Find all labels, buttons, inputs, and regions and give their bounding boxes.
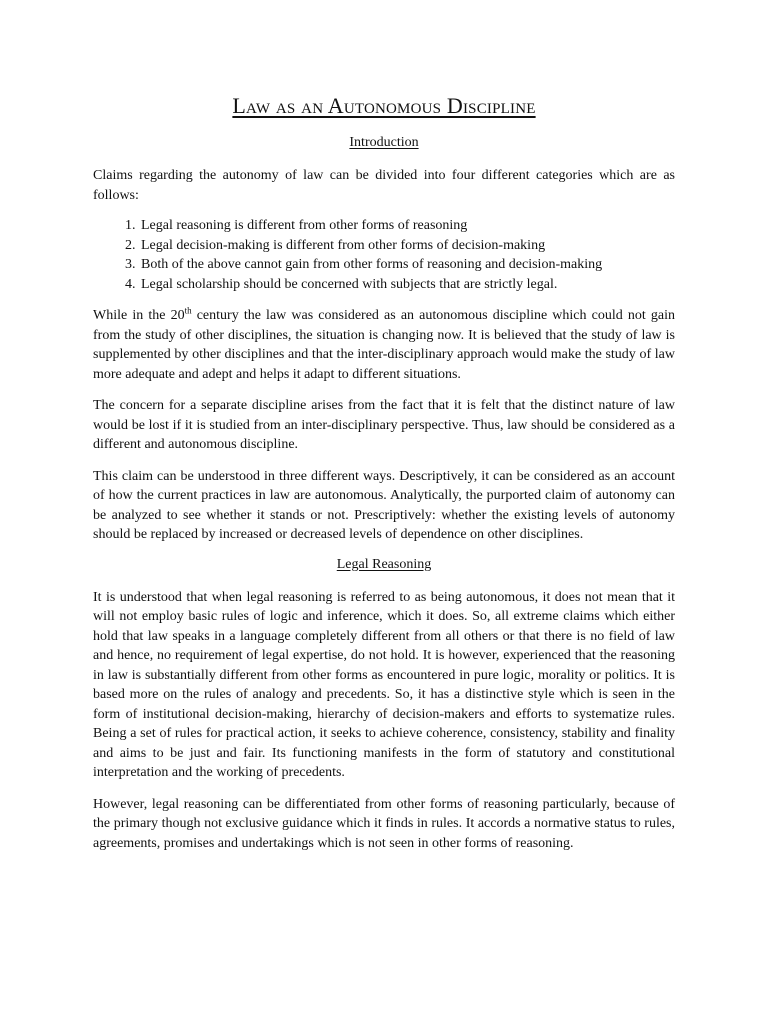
list-item: 1. Legal reasoning is different from other forms of reasoning: [139, 216, 675, 236]
paragraph-legal-reasoning-2: However, legal reasoning can be differentiated from other forms of reasoning particularly, because of the primary though not exclusive guidance which it finds in rules. It accords a normative status to rules, agreements, promises and undertakings which is not seen in other forms of reasoning.: [93, 796, 675, 851]
paragraph-separate-discipline: The concern for a separate discipline arises from the fact that it is felt that the distinct nature of law would be lost if it is studied from an inter-disciplinary perspective. Thus, law should be considered as a different and autonomous discipline.: [93, 398, 675, 452]
paragraph-20th-century: While in the 20th century the law was considered as an autonomous discipline which could not gain from the study of other disciplines, the situation is changing now. It is believed that the study of law is supplemented by other disciplines and that the inter-disciplinary approach would make the study of law more adequate and adept and helps it adapt to different situations.: [93, 305, 675, 382]
list-item: 2. Legal decision-making is different from other forms of decision-making: [139, 236, 675, 256]
section-heading-introduction: Introduction: [349, 135, 419, 150]
list-item: 3. Both of the above cannot gain from other forms of reasoning and decision-making: [139, 255, 675, 275]
page-title: Law as an Autonomous Discipline: [232, 93, 536, 118]
list-item: 4. Legal scholarship should be concerned with subjects that are strictly legal.: [139, 275, 675, 295]
claims-list: [93, 216, 675, 294]
intro-paragraph: Claims regarding the autonomy of law can be divided into four different categories which are as follows:: [93, 168, 675, 203]
paragraph-three-ways: This claim can be understood in three different ways. Descriptively, it can be considered as an account of how the current practices in law are autonomous. Analytically, the purported claim of autonomy can be analyzed to see whether it stands or not. Prescriptively: whether the existing levels of autonomy should be replaced by increased or decreased levels of dependence on other disciplines.: [93, 468, 675, 542]
section-heading-legal-reasoning: Legal Reasoning: [336, 556, 432, 572]
paragraph-legal-reasoning-1: It is understood that when legal reasoning is referred to as being autonomous, it does not mean that it will not employ basic rules of logic and inference, which it does. So, all extreme claims which either hold that law speaks in a language completely different from all others or that there is no field of law and hence, no requirement of legal expertise, do not hold. It is however, experienced that the reasoning in law is substantially different from other forms as encountered in pure logic, morality or politics. It is based more on the rules of analogy and precedents. So, it has a distinctive style which is seen in the form of institutional decision-making, hierarchy of decision-makers and efforts to systematize rules. Being a set of rules for practical action, it seeks to achieve coherence, consistency, stability and finality and aims to be just and fair. Its functioning manifests in the form of statutory and constitutional interpretation and the working of precedents.: [93, 589, 675, 780]
